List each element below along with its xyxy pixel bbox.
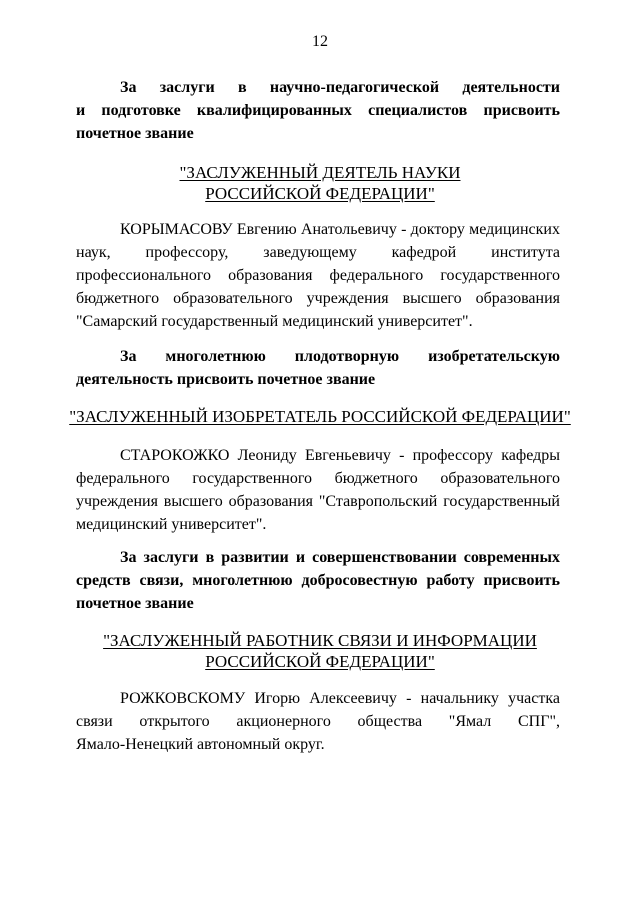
recipient-line: наук, профессору, заведующему кафедрой института <box>76 244 560 261</box>
intro-line: почетное звание <box>76 125 194 142</box>
title-line: "ЗАСЛУЖЕННЫЙ ДЕЯТЕЛЬ НАУКИ <box>179 163 461 182</box>
recipient-name: СТАРОКОЖКО Леониду Евгеньевичу <box>120 447 391 464</box>
award-title-1 <box>0 162 640 204</box>
recipient-line: Ямало-Ненецкий автономный округ. <box>76 736 325 753</box>
recipient-line: учреждения высшего образования "Ставропольский государственный <box>76 493 560 510</box>
intro-line: почетное звание <box>76 595 194 612</box>
title-line: РОССИЙСКОЙ ФЕДЕРАЦИИ" <box>205 652 435 671</box>
recipient-3 <box>76 687 560 756</box>
title-line: "ЗАСЛУЖЕННЫЙ РАБОТНИК СВЯЗИ И ИНФОРМАЦИИ <box>103 631 537 650</box>
page-number: 12 <box>312 33 328 50</box>
recipient-1 <box>76 218 560 333</box>
recipient-line: "Самарский государственный медицинский университет". <box>76 313 473 330</box>
recipient-line: РОЖКОВСКОМУ Игорю Алексеевичу - начальнику участка <box>120 690 560 707</box>
award-intro-1 <box>76 76 560 145</box>
recipient-line: связи открытого акционерного общества "Ямал СПГ", <box>76 713 560 730</box>
title-line: РОССИЙСКОЙ ФЕДЕРАЦИИ" <box>205 184 435 203</box>
intro-line: За многолетнюю плодотворную изобретательскую <box>120 348 560 365</box>
recipient-line: федерального государственного бюджетного образовательного <box>76 470 560 487</box>
intro-line: и подготовке квалифицированных специалистов присвоить <box>76 102 560 119</box>
recipient-name: КОРЫМАСОВУ Евгению Анатольевичу <box>120 221 397 238</box>
intro-line: средств связи, многолетнюю добросовестную работу присвоить <box>76 572 560 589</box>
recipient-line: СТАРОКОЖКО Леониду Евгеньевичу - профессору кафедры <box>120 447 561 464</box>
intro-line: За заслуги в научно-педагогической деятельности <box>120 79 560 96</box>
award-title-2 <box>0 406 640 427</box>
recipient-name: РОЖКОВСКОМУ Игорю Алексеевичу <box>120 690 397 707</box>
recipient-line: бюджетного образовательного учреждения высшего образования <box>76 290 560 307</box>
intro-line: деятельность присвоить почетное звание <box>76 371 376 388</box>
title-line: "ЗАСЛУЖЕННЫЙ ИЗОБРЕТАТЕЛЬ РОССИЙСКОЙ ФЕДЕРАЦИИ" <box>69 407 571 426</box>
award-title-3 <box>0 630 640 672</box>
recipient-line: медицинский университет". <box>76 516 267 533</box>
award-intro-2 <box>76 345 560 391</box>
recipient-2 <box>76 444 560 536</box>
award-intro-3 <box>76 546 560 615</box>
recipient-line: профессионального образования федерального государственного <box>76 267 560 284</box>
intro-line: За заслуги в развитии и совершенствовании современных <box>120 549 560 566</box>
recipient-line: КОРЫМАСОВУ Евгению Анатольевичу - доктору медицинских <box>120 221 560 238</box>
